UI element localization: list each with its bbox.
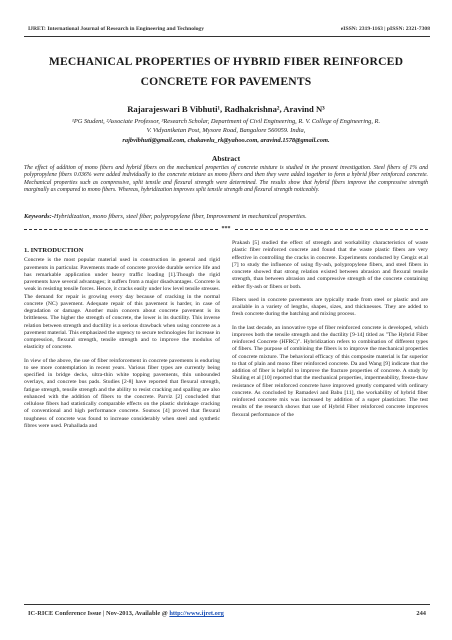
section-divider	[24, 226, 428, 232]
footer-citation	[28, 610, 224, 617]
page-footer	[28, 610, 426, 617]
footer-divider	[24, 604, 430, 605]
affiliation-line-1: ¹PG Student, ²Associate Professor, ³Research Scholar, Department of Civil Engineering, R. V. College of Engineering, R.	[71, 118, 381, 125]
left-column	[24, 247, 220, 436]
right-paragraph-1: Prakash [5] studied the effect of strength and workability characteristics of waste plastic fiber reinforced concrete and found that the waste plastic fibers are very effective in controlling the cracks in concrete. Experiments conducted by Cengiz et.al [7] to study the influence of using fly-ash, polypropylene fibers, and steel fibers in concrete showed that strong relation existed between abrasion and flexural tensile strength, than between abrasion and compressive strength of the concrete containing either fly-ash or fibers or both.	[232, 240, 428, 290]
paper-title	[40, 52, 412, 92]
divider-stars: ***	[221, 226, 231, 232]
title-line-2: CONCRETE FOR PAVEMENTS	[140, 75, 312, 88]
affiliation-line-2: V. Vidyaniketan Post, Mysore Road, Bangalore 560059. India,	[146, 126, 306, 134]
author-emails: rajbvibhuti@gmail.com, chakavelu_rk@yahoo.com, aravind.1578@gmail.com.	[122, 137, 330, 144]
title-line-1: MECHANICAL PROPERTIES OF HYBRID FIBER REINFORCED	[48, 55, 404, 68]
journal-link[interactable]: http://www.ijret.org	[169, 610, 224, 617]
intro-paragraph-1: Concrete is the most popular material used in construction in general and rigid pavements in particular. Pavements made of concrete provide durable service life and has remarkable application under heavy traffic loading [1].Though the rigid pavements have several advantages; it suffers from a major disadvantages. Concrete is weak in resisting tensile forces. Hence, it cracks easily under low level tensile stresses. The demand for repair is growing every day because of cracking in the normal concrete (NC) pavement. Adequate repair of this pavement is harder, in case of degradation or damage. Another main concern about concrete pavement is its brittleness. The higher the strength of concrete, the lower is its ductility. This inverse relation between strength and ductility is a serious drawback when using concrete as a pavement material. This emphasized the urgency to secure technologies for increase in compression, flexural strength, tensile strength and to improve the modulus of elasticity of concrete.	[24, 257, 220, 351]
keywords-label: Keywords:-	[24, 213, 54, 220]
intro-paragraph-2: In view of the above, the use of fiber reinforcement in concrete pavements is enduring to see more contemplation in recent years. Various fiber types are currently being specified in bridge decks, ultra-thin white topping pavements, thin unbounded overlays, and concrete bus pads. Studies [2-8] have reported that flexural strength, fatigue strength, tensile strength and the ability to resist cracking and spalling are also enhanced with the addition of fibers to the concrete. Parviz [2] concluded that cellulose fibers had statistically comparable effects on the plastic shrinkage cracking of conventional and high performance concrete. Soutsos [4] proved that flexural toughness of concrete was found to increase considerably when steel and synthetic fibres were used. Prahallada and	[24, 357, 220, 429]
abstract-text: The effect of addition of mono fibers and hybrid fibers on the mechanical properties of concrete mixture is studied in the present investigation. Steel fibers of 1% and polypropylene fibers 0.036% were added individually to the concrete mixture as mono fibers and then they were added together to form a hybrid fiber reinforced concrete. Mechanical properties such as compressive, split tensile and flexural strength were determined. The results show that hybrid fibers improve the compressive strength marginally as compared to mono fibers. Whereas, hybridization improves split tensile strength and flexural strength noticeably.	[24, 165, 428, 194]
footer-issue: IC-RICE Conference Issue | Nov-2013, Available @	[28, 610, 168, 617]
right-column	[232, 240, 428, 425]
running-header	[28, 26, 430, 32]
divider-dash-right	[235, 229, 429, 230]
issn-info: eISSN: 2319-1163 | pISSN: 2321-7308	[340, 26, 430, 32]
right-paragraph-3: In the last decade, an innovative type of fiber reinforced concrete is developed, which improves both the tensile strength and the ductility [9-14] titled as "The Hybrid Fiber reinforced Concrete (HFRC)". Hybridization refers to combination of different types of fibers. The purpose of combining the fibers is to improve the mechanical properties of concrete mixture. The behavioral efficacy of this composite material is far superior to that of plain and mono fiber reinforced concrete. Da and Wang [9] indicate that the addition of fiber is helpful to improve the fracture properties of concrete. A study by Shuling et al [10] reported that the mechanical properties, impermeability, freeze-thaw resistance of fiber reinforced concrete have improved greatly compared with ordinary concrete. As concluded by Ramadevi and Babu [11], the workability of hybrid fiber reinforced concrete mix was increased by addition of a super plasticizer. The test results of the research shows that use of Hybrid Fiber reinforced concrete improves flexural performance of the	[232, 324, 428, 418]
keywords	[24, 213, 428, 221]
affiliations	[30, 118, 422, 135]
header-divider	[24, 36, 430, 37]
page-number: 244	[416, 610, 426, 617]
abstract-heading: Abstract	[211, 154, 241, 163]
section-heading-introduction: 1. INTRODUCTION	[24, 247, 84, 254]
keywords-text: Hybridization, mono fibers, steel fiber, polypropylene fiber, Improvement in mechanical properties.	[53, 213, 307, 220]
author-list: Rajarajeswari B Vibhuti¹, Radhakrishna², Aravind N³	[127, 104, 325, 114]
divider-dash-left	[24, 229, 218, 230]
journal-name: IJRET: International Journal of Research in Engineering and Technology	[28, 26, 205, 32]
right-paragraph-2: Fibers used in concrete pavements are typically made from steel or plastic and are available in a variety of lengths, shapes, sizes, and thicknesses. They are added to fresh concrete during the batching and mixing process.	[232, 296, 428, 318]
